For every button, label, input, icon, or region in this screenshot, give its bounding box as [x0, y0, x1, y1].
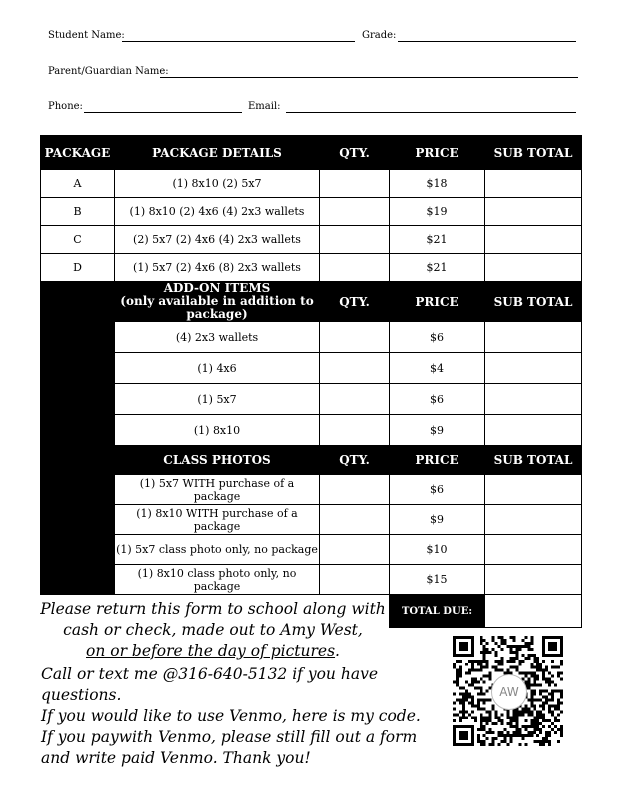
header-qty: QTY.	[320, 282, 390, 322]
addon-item: (1) 4x6	[115, 353, 320, 384]
qty-cell[interactable]	[320, 353, 390, 384]
note-line: If you would like to use Venmo, here is my code.	[41, 707, 421, 725]
subtotal-cell[interactable]	[485, 565, 582, 595]
subtotal-cell[interactable]	[485, 198, 582, 226]
class-photo-row	[41, 535, 582, 565]
package-details: (1) 5x7 (2) 4x6 (8) 2x3 wallets	[115, 254, 320, 282]
qty-cell[interactable]	[320, 505, 390, 535]
total-due-field[interactable]	[485, 595, 582, 628]
qty-cell[interactable]	[320, 415, 390, 446]
class-photo-row	[41, 565, 582, 595]
header-subtotal: SUB TOTAL	[485, 282, 582, 322]
price-cell: $21	[390, 226, 485, 254]
subtotal-cell[interactable]	[485, 226, 582, 254]
student-name-field[interactable]	[122, 41, 355, 42]
parent-name-field[interactable]	[160, 77, 578, 78]
note-line: and write paid Venmo. Thank you!	[41, 749, 311, 767]
return-instructions	[40, 599, 386, 662]
subtotal-cell[interactable]	[485, 535, 582, 565]
price-cell: $4	[390, 353, 485, 384]
price-cell: $21	[390, 254, 485, 282]
subtotal-cell[interactable]	[485, 353, 582, 384]
header-package-details: PACKAGE DETAILS	[115, 136, 320, 170]
price-cell: $6	[390, 475, 485, 505]
addon-row	[41, 322, 582, 353]
venmo-avatar-badge: AW	[491, 674, 527, 710]
header-package: PACKAGE	[41, 136, 115, 170]
price-cell: $18	[390, 170, 485, 198]
package-row-d	[41, 254, 582, 282]
qty-cell[interactable]	[320, 565, 390, 595]
addon-row	[41, 353, 582, 384]
package-details: (1) 8x10 (2) 4x6 (4) 2x3 wallets	[115, 198, 320, 226]
qty-cell[interactable]	[320, 384, 390, 415]
addon-row	[41, 384, 582, 415]
total-due-label: TOTAL DUE:	[390, 595, 485, 628]
addon-row	[41, 415, 582, 446]
qty-cell[interactable]	[320, 535, 390, 565]
qr-code-icon[interactable]	[453, 636, 563, 746]
price-cell: $9	[390, 415, 485, 446]
phone-label: Phone:	[48, 101, 83, 112]
addon-item: (1) 5x7	[115, 384, 320, 415]
class-photos-title: CLASS PHOTOS	[115, 446, 320, 475]
addons-subtitle: (only available in addition to package)	[120, 294, 314, 321]
class-photo-item: (1) 5x7 class photo only, no package	[115, 535, 320, 565]
price-cell: $15	[390, 565, 485, 595]
qty-cell[interactable]	[320, 322, 390, 353]
header-subtotal: SUB TOTAL	[485, 446, 582, 475]
price-cell: $10	[390, 535, 485, 565]
grade-field[interactable]	[398, 41, 576, 42]
student-name-label: Student Name:	[48, 30, 125, 41]
qty-cell[interactable]	[320, 254, 390, 282]
qty-cell[interactable]	[320, 226, 390, 254]
package-details: (2) 5x7 (2) 4x6 (4) 2x3 wallets	[115, 226, 320, 254]
header-qty: QTY.	[320, 136, 390, 170]
side-bar-addons	[41, 282, 115, 446]
subtotal-cell[interactable]	[485, 170, 582, 198]
class-photo-item: (1) 8x10 class photo only, no package	[115, 565, 320, 595]
package-code: B	[41, 198, 115, 226]
header-price: PRICE	[390, 282, 485, 322]
qty-cell[interactable]	[320, 170, 390, 198]
class-photo-row	[41, 475, 582, 505]
note-line: cash or check, made out to Amy West,	[63, 621, 363, 639]
subtotal-cell[interactable]	[485, 505, 582, 535]
grade-label: Grade:	[362, 30, 397, 41]
package-row-a	[41, 170, 582, 198]
side-bar-class-photos	[41, 446, 115, 595]
qty-cell[interactable]	[320, 475, 390, 505]
class-photo-item: (1) 8x10 WITH purchase of a package	[115, 505, 320, 535]
price-cell: $19	[390, 198, 485, 226]
subtotal-cell[interactable]	[485, 254, 582, 282]
qty-cell[interactable]	[320, 198, 390, 226]
note-line: on or before the day of pictures.	[86, 642, 340, 660]
price-cell: $9	[390, 505, 485, 535]
note-line: If you paywith Venmo, please still fill out a form	[41, 728, 418, 746]
header-subtotal: SUB TOTAL	[485, 136, 582, 170]
addons-title: ADD-ON ITEMS	[163, 281, 271, 295]
deadline-text: on or before the day of pictures	[86, 642, 336, 660]
subtotal-cell[interactable]	[485, 415, 582, 446]
order-table	[40, 135, 582, 628]
package-row-c	[41, 226, 582, 254]
package-code: D	[41, 254, 115, 282]
package-code: C	[41, 226, 115, 254]
note-line: Please return this form to school along with	[40, 600, 386, 618]
contact-instructions	[41, 664, 451, 769]
class-photo-item: (1) 5x7 WITH purchase of a package	[115, 475, 320, 505]
price-cell: $6	[390, 322, 485, 353]
addon-item: (1) 8x10	[115, 415, 320, 446]
parent-name-label: Parent/Guardian Name:	[48, 66, 169, 77]
note-line: Call or text me @316-640-5132 if you have questions.	[41, 665, 378, 704]
addons-header	[115, 282, 320, 322]
addon-item: (4) 2x3 wallets	[115, 322, 320, 353]
header-price: PRICE	[390, 136, 485, 170]
package-row-b	[41, 198, 582, 226]
subtotal-cell[interactable]	[485, 475, 582, 505]
subtotal-cell[interactable]	[485, 322, 582, 353]
email-field[interactable]	[286, 112, 576, 113]
class-photo-row	[41, 505, 582, 535]
email-label: Email:	[248, 101, 281, 112]
package-code: A	[41, 170, 115, 198]
subtotal-cell[interactable]	[485, 384, 582, 415]
package-details: (1) 8x10 (2) 5x7	[115, 170, 320, 198]
price-cell: $6	[390, 384, 485, 415]
header-price: PRICE	[390, 446, 485, 475]
header-qty: QTY.	[320, 446, 390, 475]
phone-field[interactable]	[84, 112, 242, 113]
